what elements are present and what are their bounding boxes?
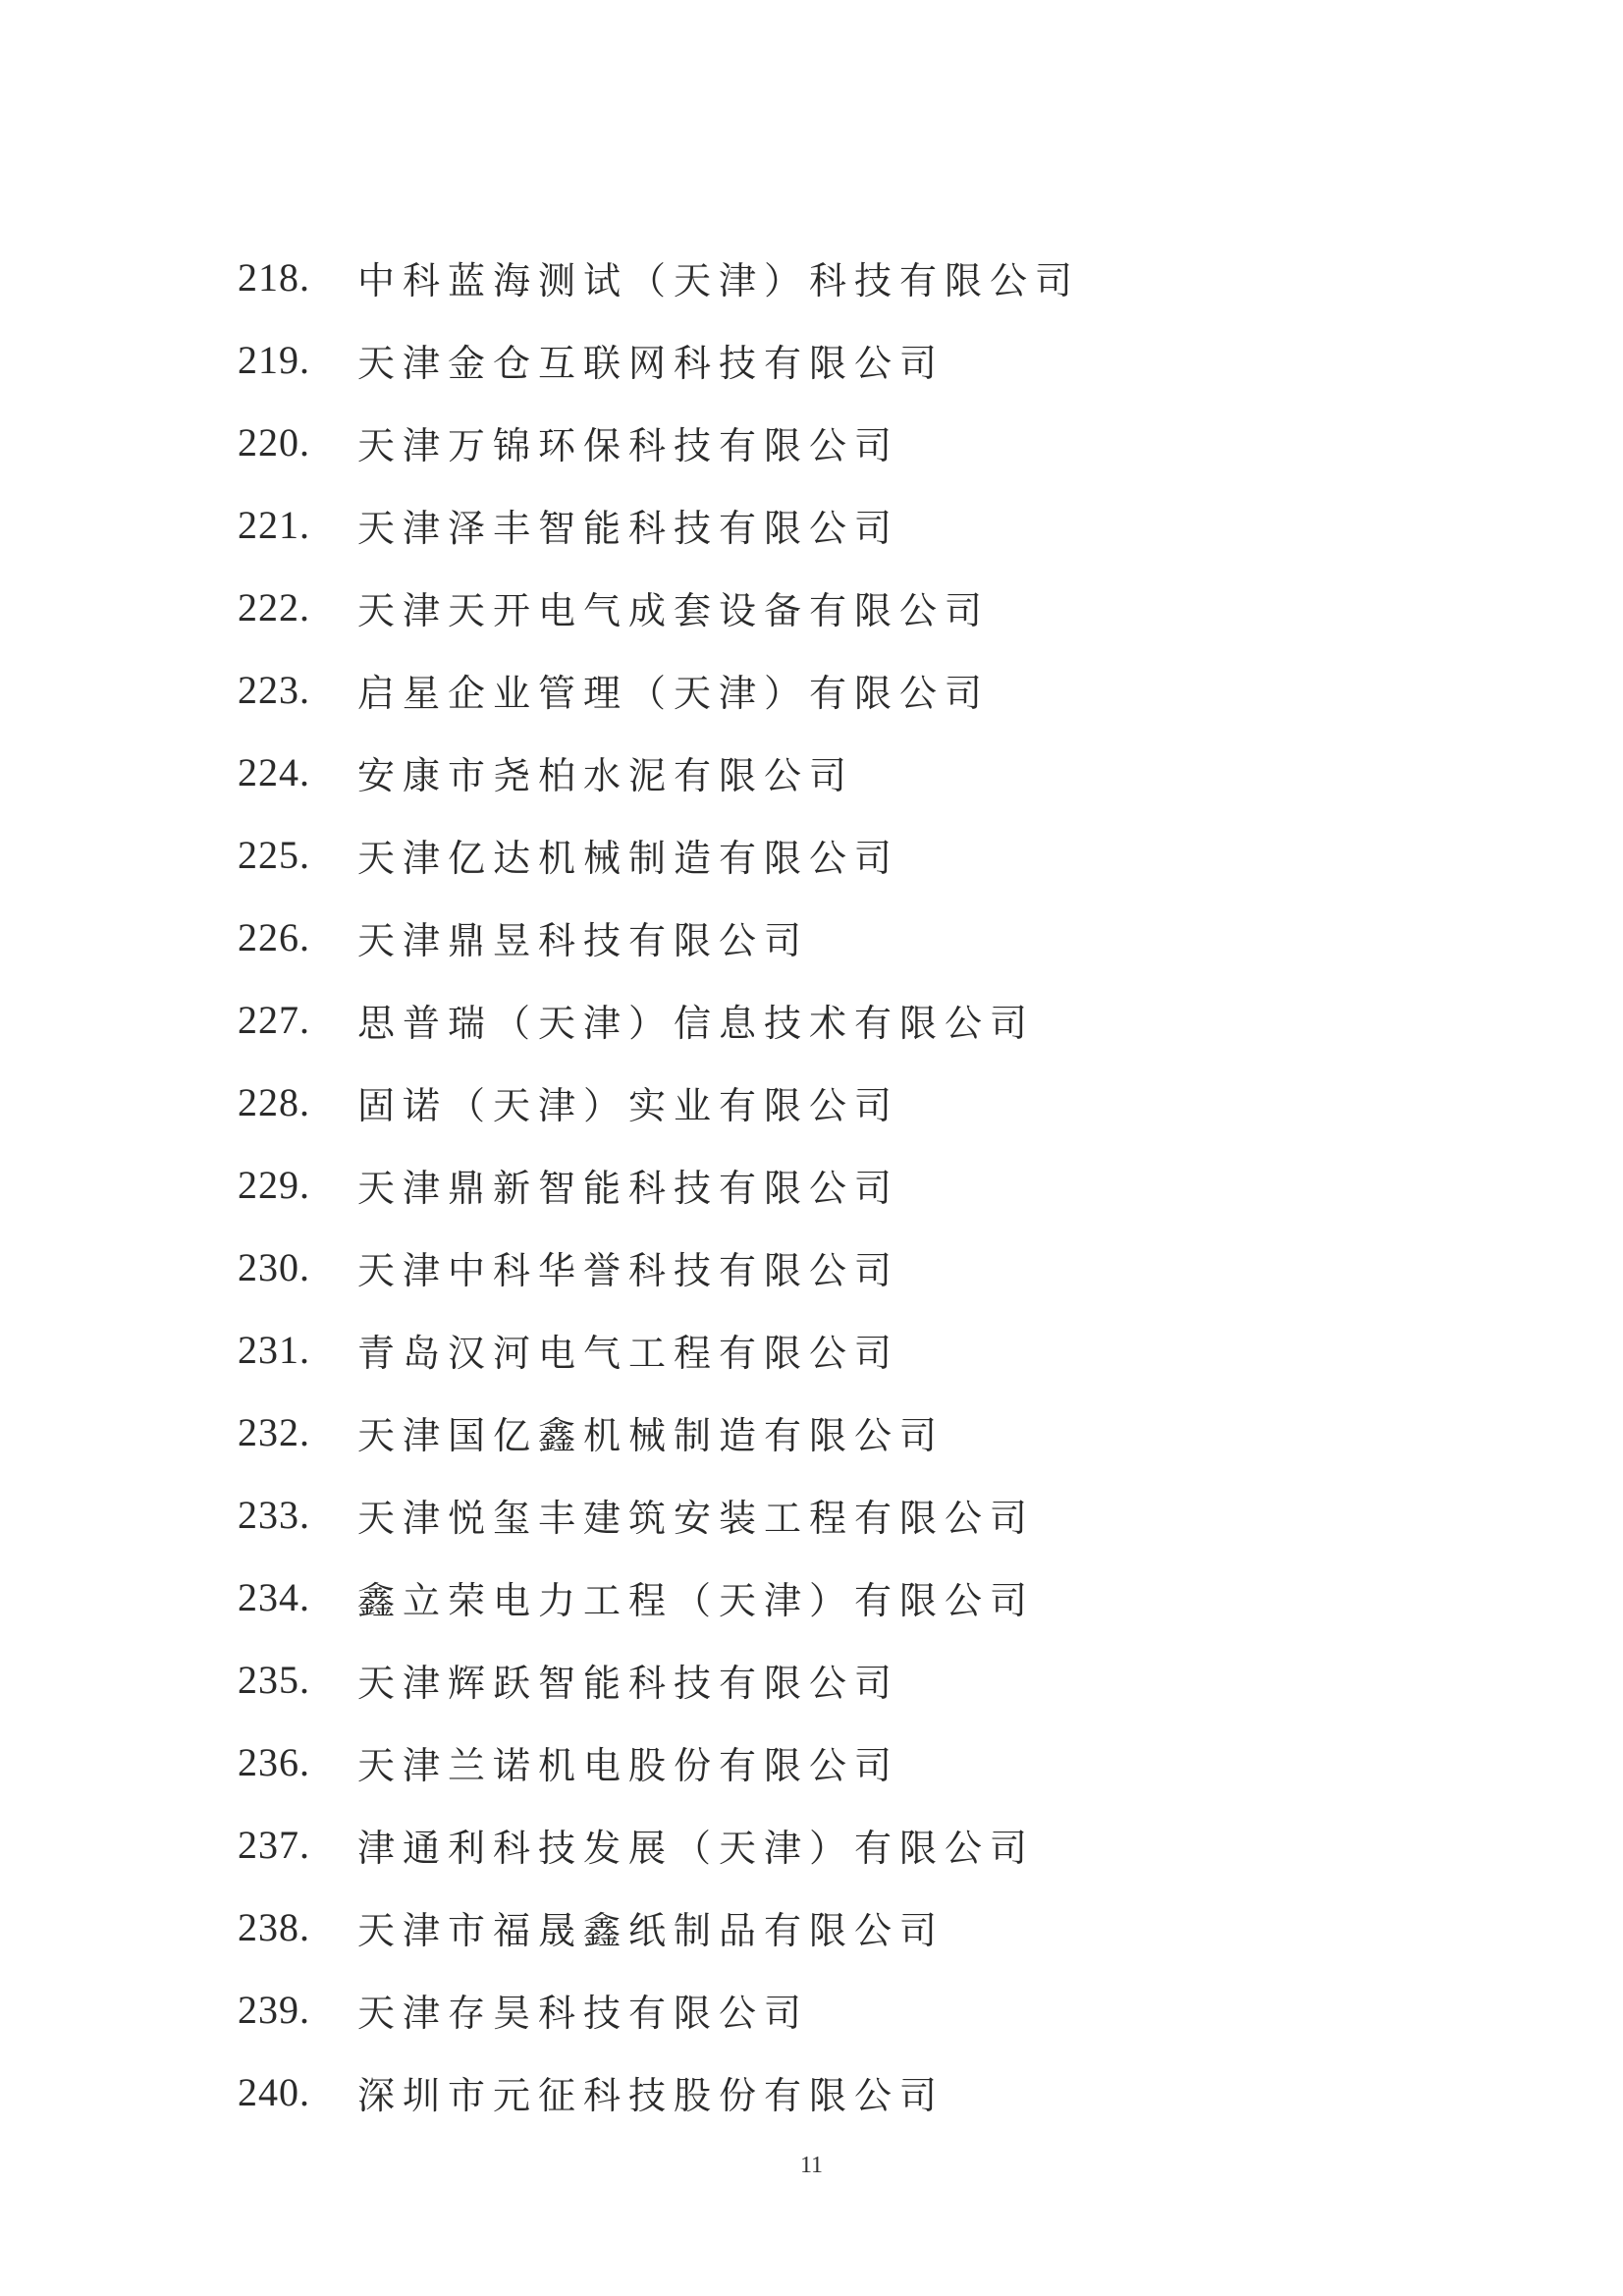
list-item [238,483,1416,566]
company-name: 天津中科华誉科技有限公司 [357,1248,900,1292]
list-item [238,731,1416,813]
list-item [238,1143,1416,1226]
company-name: 启星企业管理（天津）有限公司 [357,671,991,715]
list-item [238,1721,1416,1803]
list-item [238,1968,1416,2050]
company-name: 天津天开电气成套设备有限公司 [357,588,991,632]
item-number: 232. [238,1409,310,1454]
list-item [238,236,1416,318]
item-number: 224. [238,749,310,794]
list-item [238,401,1416,483]
item-number: 228. [238,1079,310,1124]
item-number: 235. [238,1657,310,1702]
list-item [238,566,1416,648]
item-number: 239. [238,1987,310,2032]
list-item [238,1061,1416,1143]
list-item [238,978,1416,1061]
company-name: 天津金仓互联网科技有限公司 [357,341,946,385]
list-item [238,318,1416,401]
list-item [238,813,1416,896]
list-item [238,1556,1416,1638]
list-item [238,648,1416,731]
company-name: 津通利科技发展（天津）有限公司 [357,1826,1036,1870]
item-number: 218. [238,254,310,300]
item-number: 233. [238,1492,310,1537]
item-number: 240. [238,2069,310,2114]
company-name: 深圳市元征科技股份有限公司 [357,2073,946,2117]
company-name: 天津辉跃智能科技有限公司 [357,1661,900,1705]
list-item [238,896,1416,978]
item-number: 229. [238,1162,310,1207]
list-item [238,1308,1416,1391]
company-name: 天津国亿鑫机械制造有限公司 [357,1413,946,1457]
list-item [238,1473,1416,1556]
company-name: 天津鼎新智能科技有限公司 [357,1166,900,1210]
item-number: 220. [238,419,310,465]
company-name: 天津兰诺机电股份有限公司 [357,1743,900,1787]
company-name: 天津万锦环保科技有限公司 [357,423,900,467]
list-item [238,2050,1416,2133]
item-number: 222. [238,584,310,629]
company-name: 安康市尧柏水泥有限公司 [357,753,855,797]
item-number: 234. [238,1574,310,1619]
item-number: 231. [238,1327,310,1372]
item-number: 221. [238,502,310,547]
company-name: 天津市福晟鑫纸制品有限公司 [357,1908,946,1952]
item-number: 237. [238,1822,310,1867]
item-number: 226. [238,914,310,959]
company-list [238,236,1416,2133]
page-number: 11 [799,2153,824,2178]
item-number: 225. [238,832,310,877]
company-name: 天津亿达机械制造有限公司 [357,836,900,880]
list-item [238,1803,1416,1886]
company-name: 青岛汉河电气工程有限公司 [357,1331,900,1375]
company-name: 鑫立荣电力工程（天津）有限公司 [357,1578,1036,1622]
company-name: 天津悦玺丰建筑安装工程有限公司 [357,1496,1036,1540]
item-number: 219. [238,337,310,382]
list-item [238,1638,1416,1721]
company-name: 思普瑞（天津）信息技术有限公司 [357,1001,1036,1045]
company-name: 天津存昊科技有限公司 [357,1991,810,2035]
item-number: 236. [238,1739,310,1784]
company-name: 中科蓝海测试（天津）科技有限公司 [357,258,1081,302]
company-name: 天津泽丰智能科技有限公司 [357,506,900,550]
item-number: 223. [238,667,310,712]
item-number: 238. [238,1904,310,1949]
company-name: 天津鼎昱科技有限公司 [357,918,810,962]
item-number: 227. [238,997,310,1042]
item-number: 230. [238,1244,310,1289]
list-item [238,1391,1416,1473]
list-item [238,1886,1416,1968]
list-item [238,1226,1416,1308]
company-name: 固诺（天津）实业有限公司 [357,1083,900,1127]
